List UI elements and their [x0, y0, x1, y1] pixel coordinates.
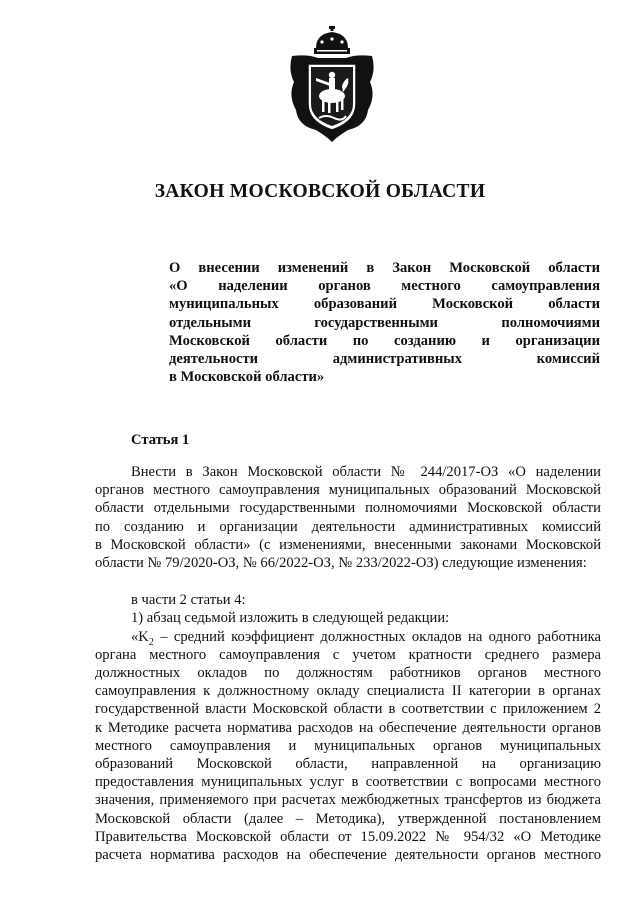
subtitle-line: «О наделении органов местного самоуправления — [169, 278, 600, 295]
k2-definition-line — [95, 628, 601, 646]
subtitle-line: Московской области по созданию и организации — [169, 332, 600, 349]
k2-prefix: «K — [131, 628, 149, 645]
paragraph-line: органа местного самоуправления с учетом кратности среднего размера — [95, 646, 601, 663]
subtitle-line: в Московской области» — [169, 369, 325, 386]
paragraph-line: области отдельными государственными полномочиями Московской области — [95, 500, 601, 517]
paragraph-line: предоставления муниципальных услуг в соответствии с вопросами местного — [95, 774, 601, 791]
section-reference: в части 2 статьи 4: — [131, 592, 246, 609]
subtitle-line: деятельности административных комиссий — [169, 351, 600, 368]
paragraph-line: в Московской области» (с изменениями, внесенными законами Московской — [95, 536, 601, 553]
paragraph-line: к Методике расчета норматива расходов на обеспечение деятельности органов — [95, 719, 601, 736]
list-item-1: 1) абзац седьмой изложить в следующей редакции: — [131, 610, 450, 627]
paragraph-line: Правительства Московской области от 15.09.2022 № 954/32 «О Методике — [95, 828, 601, 845]
paragraph-line: значения, применяемого при расчетах межбюджетных трансфертов из бюджета — [95, 792, 601, 809]
article-heading: Статья 1 — [131, 432, 190, 448]
paragraph-line: должностных окладов по должностям работников органов местного — [95, 665, 601, 682]
paragraph-line: местного самоуправления и муниципальных органов муниципальных — [95, 737, 601, 754]
coat-of-arms-emblem — [286, 26, 378, 144]
article-body — [95, 463, 601, 864]
paragraph-line: самоуправления к должностному окладу специалиста II категории в органах — [95, 683, 601, 700]
k2-subscript: 2 — [148, 636, 154, 648]
subtitle-line: муниципальных образований Московской области — [169, 296, 600, 313]
law-subtitle — [169, 259, 600, 386]
paragraph-line: Внести в Закон Московской области № 244/2017-ОЗ «О наделении — [131, 464, 601, 480]
paragraph-line: органов местного самоуправления муниципальных образований Московской — [95, 482, 601, 499]
document-title: ЗАКОН МОСКОВСКОЙ ОБЛАСТИ — [154, 181, 486, 202]
paragraph-line: Московской области (далее – Методика), утвержденной постановлением — [95, 810, 601, 827]
paragraph-line: государственной власти Московской области в соответствии с приложением 2 — [95, 701, 601, 718]
paragraph-line: по созданию и организации деятельности административных комиссий — [95, 518, 601, 535]
paragraph-line: области № 79/2020-ОЗ, № 66/2022-ОЗ, № 233/2022-ОЗ) следующие изменения: — [95, 555, 587, 572]
subtitle-line: отдельными государственными полномочиями — [169, 314, 600, 331]
paragraph-line: расчета норматива расходов на обеспечение деятельности органов местного — [95, 847, 601, 864]
k2-rest: – средний коэффициент должностных окладов на одного работника — [153, 628, 601, 645]
paragraph-line: образований Московской области, направленной на организацию — [95, 756, 601, 773]
subtitle-line: О внесении изменений в Закон Московской области — [169, 260, 600, 276]
crown-icon — [314, 26, 350, 54]
